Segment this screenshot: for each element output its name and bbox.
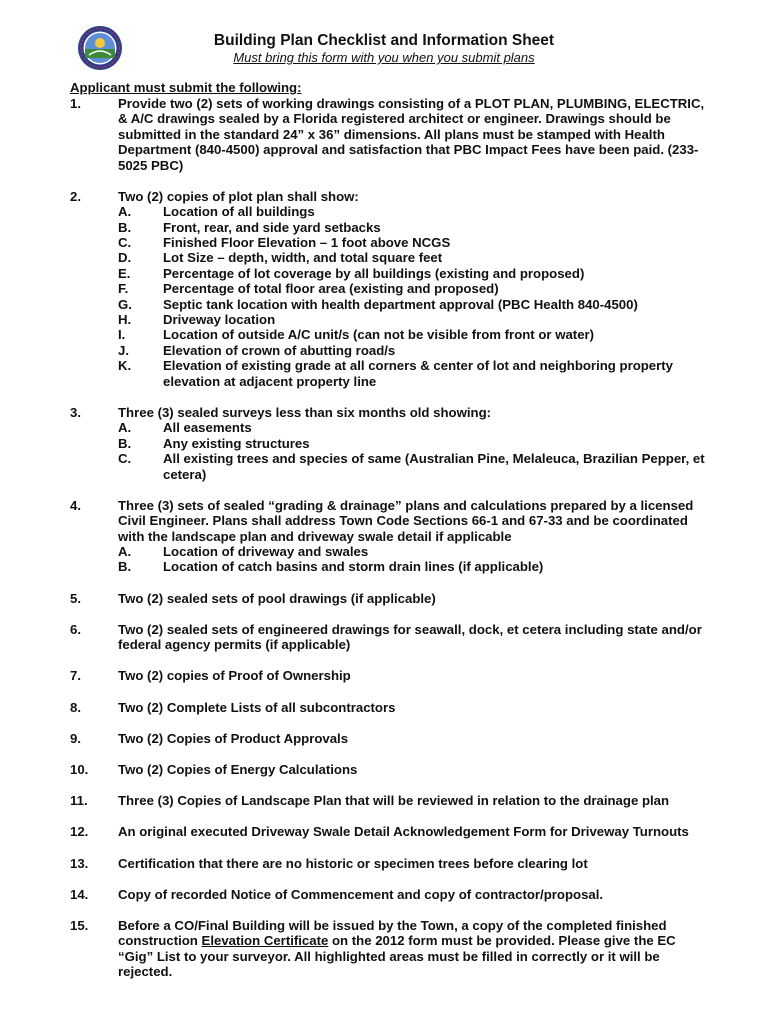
checklist-item: [70, 762, 710, 777]
sub-item-text: Septic tank location with health department approval (PBC Health 840-4500): [163, 296, 638, 312]
sub-item-letter: A.: [118, 204, 132, 220]
checklist-item: [70, 824, 710, 839]
sub-item-letter: I.: [118, 327, 126, 343]
sub-item-letter: H.: [118, 312, 132, 328]
sub-item-text: Front, rear, and side yard setbacks: [163, 219, 381, 235]
sub-item-letter: F.: [118, 281, 129, 297]
checklist-item: [70, 668, 710, 683]
item-number: 3.: [70, 404, 81, 420]
sub-item: [118, 250, 710, 265]
item-text: Two (2) sealed sets of pool drawings (if applicable): [118, 590, 436, 606]
section-heading: Applicant must submit the following:: [70, 80, 302, 95]
sub-item-letter: J.: [118, 342, 129, 358]
sub-item-letter: C.: [118, 235, 132, 251]
item-text: Three (3) Copies of Landscape Plan that will be reviewed in relation to the drainage plan: [118, 793, 670, 809]
sub-item-text: Finished Floor Elevation – 1 foot above NCGS: [163, 235, 451, 251]
item-text: Two (2) Copies of Energy Calculations: [118, 761, 358, 777]
sub-item: [118, 559, 710, 574]
checklist-item: [70, 887, 710, 902]
checklist-item: [70, 918, 710, 980]
sub-item-letter: B.: [118, 219, 132, 235]
checklist-item: [70, 591, 710, 606]
item-number: 15.: [70, 918, 89, 933]
checklist-item: [70, 793, 710, 808]
sub-item-text: Location of catch basins and storm drain lines (if applicable): [163, 559, 544, 575]
item-text: Two (2) sealed sets of engineered drawings for seawall, dock, et cetera including state and/or federal agency permits (if applicable): [118, 621, 702, 653]
item-text: [118, 918, 710, 980]
checklist: [70, 96, 710, 995]
sub-item-letter: D.: [118, 250, 132, 266]
item-number: 4.: [70, 497, 81, 513]
checklist-item: [70, 96, 710, 173]
elevation-certificate-text: Elevation Certificate: [201, 933, 329, 949]
sub-item: [118, 312, 710, 327]
sub-item-text: Any existing structures: [163, 435, 310, 451]
sub-item-letter: A.: [118, 543, 132, 559]
sub-item-text: All easements: [163, 420, 252, 436]
item-number: 9.: [70, 730, 81, 746]
sub-item-text: All existing trees and species of same (Australian Pine, Melaleuca, Brazilian Pepper, et cetera): [163, 451, 705, 482]
checklist-item: [70, 189, 710, 389]
item-number: 2.: [70, 188, 81, 204]
item-text: Copy of recorded Notice of Commencement and copy of contractor/proposal.: [118, 886, 604, 902]
item-text: Two (2) copies of plot plan shall show:: [118, 188, 359, 204]
item-number: 14.: [70, 886, 89, 902]
item-number: 5.: [70, 590, 81, 606]
item-number: 7.: [70, 668, 81, 684]
item-number: 8.: [70, 699, 81, 715]
item-text: Two (2) copies of Proof of Ownership: [118, 668, 351, 684]
sub-item-text: Elevation of crown of abutting road/s: [163, 342, 396, 358]
item-number: 11.: [70, 793, 88, 809]
item-text-after: on the 2012 form must be provided. Please give the EC “Gig” List to your surveyor. All highlighted areas must be filled in correctly or it will be rejected.: [118, 933, 676, 980]
sub-item-text: Lot Size – depth, width, and total square feet: [163, 250, 443, 266]
sub-item: [118, 204, 710, 219]
sub-item: [118, 327, 710, 342]
sub-item: [118, 235, 710, 250]
item-text: Two (2) Complete Lists of all subcontractors: [118, 699, 396, 715]
item-text: Three (3) sets of sealed “grading & drainage” plans and calculations prepared by a licensed Civil Engineer. Plans shall address Town Code Sections 66-1 and 67-33 and be coordinated with the landscape plan and driveway swale detail if applicable: [118, 497, 694, 544]
item-text-before: Before a CO/Final Building will be issued by the Town, a copy of the completed finished construction: [118, 918, 667, 949]
page-title: Building Plan Checklist and Information Sheet: [213, 32, 555, 49]
sub-item-letter: B.: [118, 435, 132, 451]
checklist-item: [70, 856, 710, 871]
sub-item-text: Percentage of lot coverage by all buildings (existing and proposed): [163, 265, 585, 281]
sub-item-text: Percentage of total floor area (existing and proposed): [163, 281, 499, 297]
page-subtitle: Must bring this form with you when you submit plans: [233, 50, 535, 65]
item-text: Two (2) Copies of Product Approvals: [118, 730, 349, 746]
sub-item: [118, 220, 710, 235]
sub-item-letter: G.: [118, 296, 132, 312]
item-text: Provide two (2) sets of working drawings consisting of a PLOT PLAN, PLUMBING, ELECTRIC, & A/C drawings sealed by a Florida registered architect or engineer. Drawings should be submitted in the standard 24” x 36” dimensions. All plans must be stamped with Health Department (840-4500) approval and satisfaction that PBC Impact Fees have been paid. (233-5025 PBC): [118, 96, 705, 173]
checklist-item: [70, 700, 710, 715]
sub-item: [118, 451, 710, 482]
sub-item-letter: E.: [118, 265, 131, 281]
sub-item: [118, 544, 710, 559]
item-number: 12.: [70, 824, 89, 840]
sub-item: [118, 343, 710, 358]
checklist-item: [70, 731, 710, 746]
sub-item-text: Driveway location: [163, 312, 276, 328]
item-number: 6.: [70, 621, 81, 637]
sub-item-text: Location of driveway and swales: [163, 543, 369, 559]
sub-item: [118, 358, 710, 389]
item-number: 1.: [70, 96, 81, 111]
sub-item-text: Location of outside A/C unit/s (can not be visible from front or water): [163, 327, 595, 343]
item-text: An original executed Driveway Swale Detail Acknowledgement Form for Driveway Turnouts: [118, 824, 689, 840]
item-number: 13.: [70, 855, 89, 871]
sub-item-letter: B.: [118, 559, 132, 575]
sub-item-letter: C.: [118, 451, 132, 467]
sub-item: [118, 281, 710, 296]
sub-item: [118, 420, 710, 435]
checklist-item: [70, 405, 710, 482]
sub-item-text: Elevation of existing grade at all corners & center of lot and neighboring property elevation at adjacent property line: [163, 358, 673, 389]
sub-item-letter: A.: [118, 420, 132, 436]
sub-item: [118, 297, 710, 312]
item-number: 10.: [70, 761, 89, 777]
sub-item: [118, 266, 710, 281]
checklist-item: [70, 622, 710, 653]
sub-item-letter: K.: [118, 358, 132, 374]
item-text: Certification that there are no historic or specimen trees before clearing lot: [118, 855, 588, 871]
checklist-item: [70, 498, 710, 575]
sub-item-text: Location of all buildings: [163, 204, 315, 220]
sub-item: [118, 436, 710, 451]
item-text: Three (3) sealed surveys less than six months old showing:: [118, 404, 492, 420]
